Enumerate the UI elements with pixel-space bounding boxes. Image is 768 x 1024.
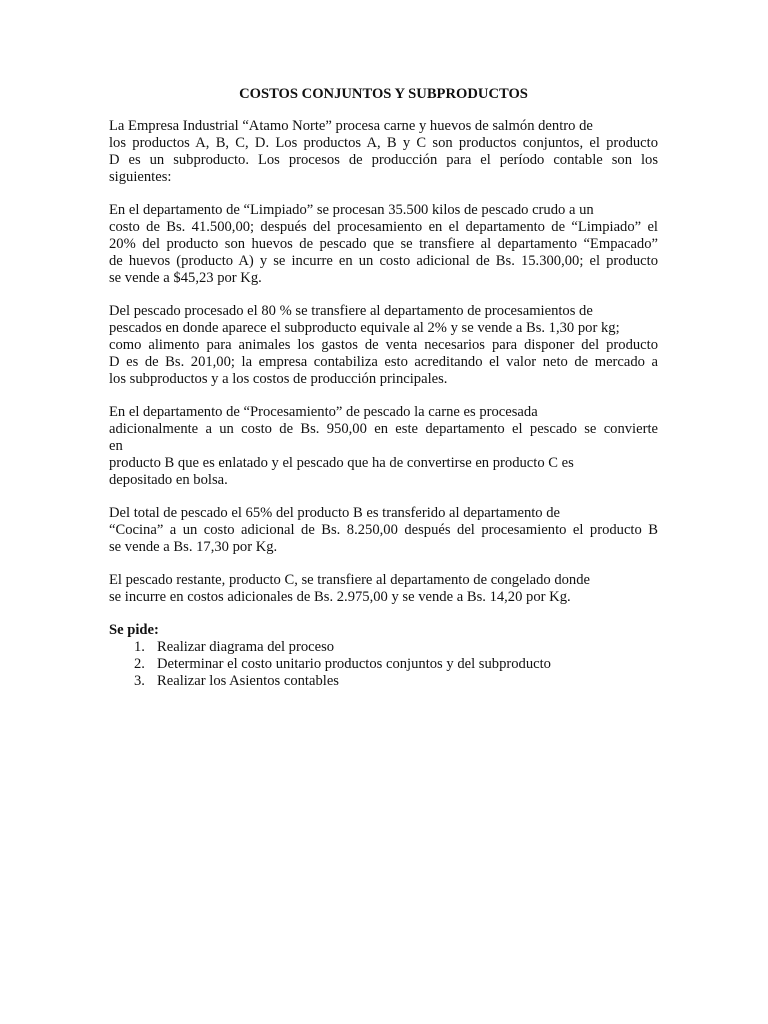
text-line: los subproductos y a los costos de producción principales. xyxy=(109,371,448,387)
text-line: de huevos (producto A) y se incurre en un costo adicional de Bs. 15.300,00; el producto xyxy=(109,253,658,269)
text-line: 20% del producto son huevos de pescado que se transfiere al departamento “Empacado” xyxy=(109,236,658,252)
list-item-number: 2. xyxy=(134,656,145,672)
text-line: los productos A, B, C, D. Los productos A, B y C son productos conjuntos, el producto xyxy=(109,135,658,151)
text-line: adicionalmente a un costo de Bs. 950,00 en este departamento el pescado se convierte xyxy=(109,421,658,437)
document-title: COSTOS CONJUNTOS Y SUBPRODUCTOS xyxy=(239,86,528,102)
text-line: Del total de pescado el 65% del producto B es transferido al departamento de xyxy=(109,505,561,521)
paragraph-cocina xyxy=(109,505,658,556)
paragraph-procesado xyxy=(109,303,658,388)
list-item-text: Realizar diagrama del proceso xyxy=(157,639,335,655)
text-line: Del pescado procesado el 80 % se transfiere al departamento de procesamientos de xyxy=(109,303,593,319)
list-item xyxy=(134,673,658,690)
list-item-text: Realizar los Asientos contables xyxy=(157,673,339,689)
text-line: se vende a Bs. 17,30 por Kg. xyxy=(109,539,278,555)
document-page xyxy=(109,86,658,690)
text-line: “Cocina” a un costo adicional de Bs. 8.250,00 después del procesamiento el producto B xyxy=(109,522,658,538)
text-line: El pescado restante, producto C, se transfiere al departamento de congelado donde xyxy=(109,572,591,588)
text-line: siguientes: xyxy=(109,169,172,185)
text-line: se incurre en costos adicionales de Bs. 2.975,00 y se vende a Bs. 14,20 por Kg. xyxy=(109,589,571,605)
text-line: costo de Bs. 41.500,00; después del procesamiento en el departamento de “Limpiado” el xyxy=(109,219,658,235)
paragraph-limpiado xyxy=(109,202,658,287)
text-line: La Empresa Industrial “Atamo Norte” procesa carne y huevos de salmón dentro de xyxy=(109,118,593,134)
text-line: se vende a $45,23 por Kg. xyxy=(109,270,262,286)
list-item-text: Determinar el costo unitario productos conjuntos y del subproducto xyxy=(157,656,551,672)
text-line: como alimento para animales los gastos de venta necesarios para disponer del producto xyxy=(109,337,658,353)
text-line: D es de Bs. 201,00; la empresa contabiliza esto acreditando el valor neto de mercado a xyxy=(109,354,658,370)
tasks-section xyxy=(109,622,658,690)
text-line: en xyxy=(109,438,123,454)
list-item-number: 1. xyxy=(134,639,145,655)
text-line: depositado en bolsa. xyxy=(109,472,228,488)
text-line: producto B que es enlatado y el pescado que ha de convertirse en producto C es xyxy=(109,455,574,471)
tasks-list xyxy=(109,639,658,690)
list-item xyxy=(134,639,658,656)
text-line: D es un subproducto. Los procesos de producción para el período contable son los xyxy=(109,152,658,168)
list-item xyxy=(134,656,658,673)
paragraph-procesamiento xyxy=(109,404,658,489)
text-line: En el departamento de “Limpiado” se procesan 35.500 kilos de pescado crudo a un xyxy=(109,202,594,218)
paragraph-intro xyxy=(109,118,658,186)
text-line: En el departamento de “Procesamiento” de pescado la carne es procesada xyxy=(109,404,538,420)
list-item-number: 3. xyxy=(134,673,145,689)
paragraph-congelado xyxy=(109,572,658,606)
text-line: pescados en donde aparece el subproducto equivale al 2% y se vende a Bs. 1,30 por kg; xyxy=(109,320,620,336)
tasks-heading: Se pide: xyxy=(109,622,159,638)
